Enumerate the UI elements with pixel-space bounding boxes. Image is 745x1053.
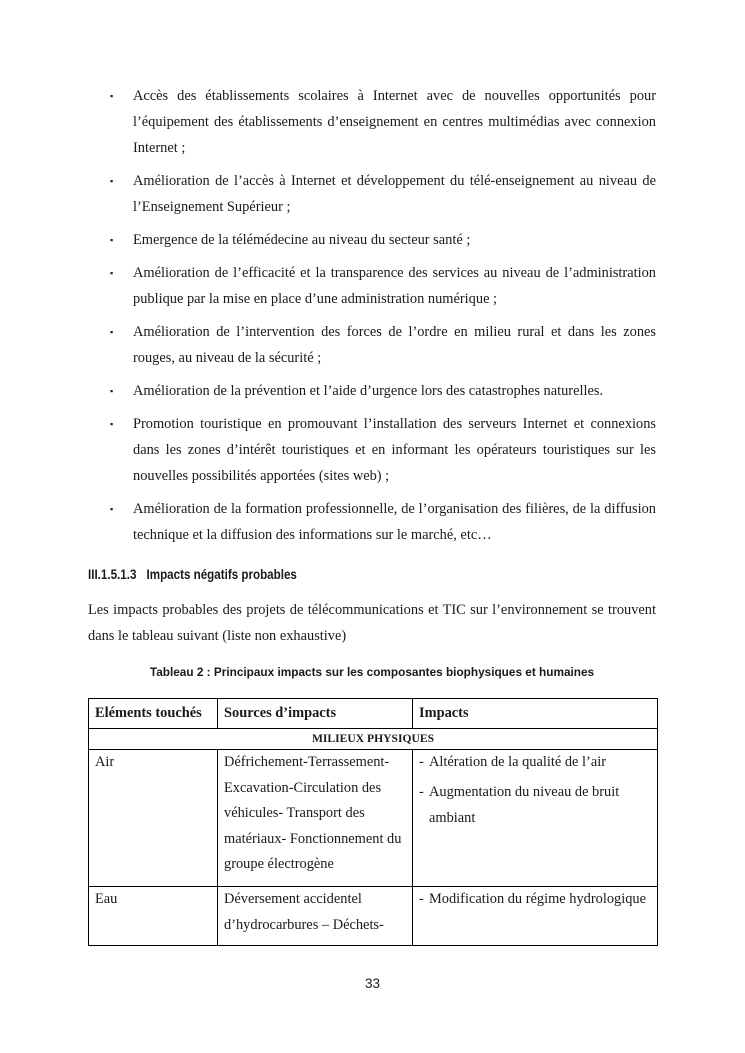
source-cell: Défrichement-Terrassement-Excavation-Circulation des véhicules- Transport des matériaux- Fonctionnement du groupe électrogène (218, 750, 413, 887)
bullet-text: Amélioration de l’accès à Internet et développement du télé-enseignement au niveau de l’Enseignement Supérieur ; (133, 172, 656, 215)
impact-list (419, 750, 651, 831)
list-item (108, 169, 656, 221)
bullet-text: Amélioration de l’intervention des forces de l’ordre en milieu rural et dans les zones rouges, au niveau de la sécurité ; (133, 323, 656, 366)
page-number: 33 (364, 976, 381, 991)
impact-item: - Augmentation du niveau de bruit ambiant (419, 780, 651, 831)
table-header-row (89, 699, 658, 729)
list-item (108, 228, 656, 254)
square-bullet-icon: ▪ (110, 503, 114, 514)
list-item (108, 379, 656, 405)
bullet-text: Amélioration de la prévention et l’aide d’urgence lors des catastrophes naturelles. (133, 382, 604, 399)
table-row (89, 887, 658, 946)
impacts-table (88, 698, 658, 946)
table-caption: Tableau 2 : Principaux impacts sur les composantes biophysiques et humaines (149, 665, 595, 679)
list-item (108, 497, 656, 549)
element-cell: Eau (89, 887, 218, 946)
bullet-text: Amélioration de la formation professionnelle, de l’organisation des filières, de la diffusion technique et la diffusion des informations sur le marché, etc… (133, 500, 656, 543)
table-section-row (89, 729, 658, 750)
bullet-text: Emergence de la télémédecine au niveau du secteur santé ; (133, 231, 471, 248)
impacts-cell (413, 887, 658, 946)
section-heading (88, 567, 297, 582)
list-item (108, 320, 656, 372)
bullet-text: Accès des établissements scolaires à Internet avec de nouvelles opportunités pour l’équipement des établissements d’enseignement en centres multimédias avec connexion Internet ; (133, 88, 656, 156)
section-number: III.1.5.1.3 (88, 567, 137, 582)
square-bullet-icon: ▪ (110, 326, 114, 337)
table-row (89, 750, 658, 887)
square-bullet-icon: ▪ (110, 175, 114, 186)
square-bullet-icon: ▪ (110, 267, 114, 278)
impact-item: - Altération de la qualité de l’air (419, 750, 651, 776)
list-item (108, 412, 656, 489)
bullet-text: Amélioration de l’efficacité et la transparence des services au niveau de l’administration publique par la mise en place d’une administration numérique ; (133, 264, 656, 307)
list-item (108, 261, 656, 313)
square-bullet-icon: ▪ (110, 419, 114, 430)
bullet-text: Promotion touristique en promouvant l’installation des serveurs Internet et connexions dans les zones d’intérêt touristiques et en informant les opérateurs touristiques sur les nouvelles possibilités apportées (sites web) ; (133, 416, 656, 484)
impact-list (419, 887, 651, 913)
list-item (108, 84, 656, 161)
element-cell: Air (89, 750, 218, 887)
source-cell: Déversement accidentel d’hydrocarbures – Déchets- (218, 887, 413, 946)
square-bullet-icon: ▪ (110, 234, 114, 245)
header-elements: Eléments touchés (89, 699, 218, 729)
section-label: MILIEUX PHYSIQUES (89, 729, 658, 750)
square-bullet-icon: ▪ (110, 91, 114, 101)
body-paragraph: Les impacts probables des projets de télécommunications et TIC sur l’environnement se trouvent dans le tableau suivant (liste non exhaustive) (88, 602, 656, 644)
section-title: Impacts négatifs probables (146, 567, 297, 582)
header-impacts: Impacts (413, 699, 658, 729)
square-bullet-icon: ▪ (110, 385, 114, 396)
bullet-list (108, 84, 656, 556)
impacts-cell (413, 750, 658, 887)
header-sources: Sources d’impacts (218, 699, 413, 729)
impact-item: - Modification du régime hydrologique (419, 887, 651, 913)
